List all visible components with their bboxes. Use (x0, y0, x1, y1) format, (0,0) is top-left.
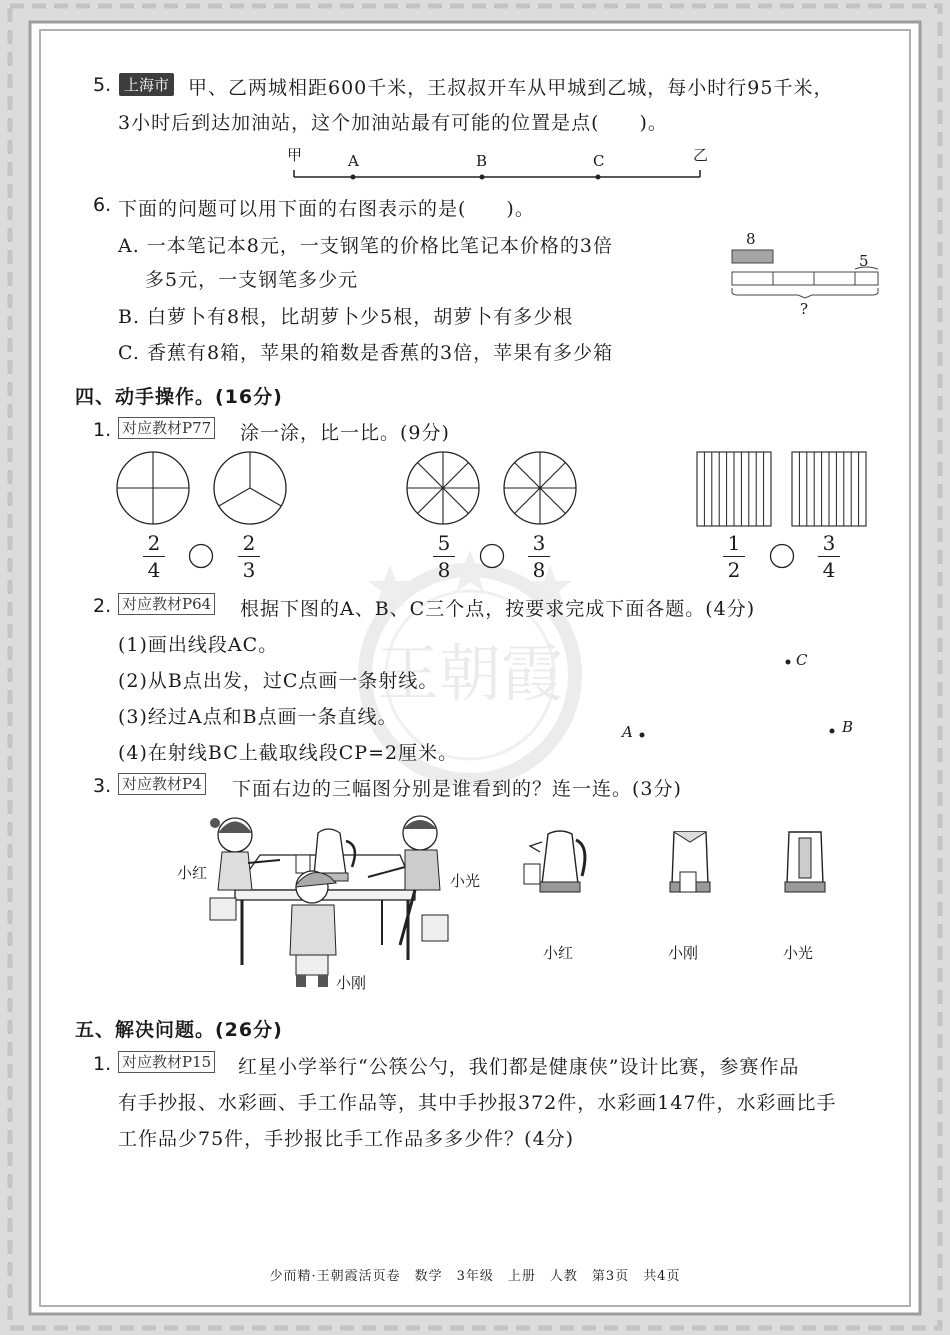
fraction-3-8: 3 8 (528, 531, 550, 582)
q6-diagram-bottom-label: ? (800, 300, 809, 318)
q4-1-circles-set1 (115, 450, 295, 530)
q5-label-b: B (476, 152, 488, 170)
q5-line2: 3小时后到达加油站，这个加油站最有可能的位置是点( )。 (118, 112, 668, 134)
fraction-2-4: 2 4 (143, 531, 165, 582)
q5-1-number: 1. (93, 1053, 112, 1075)
q4-1-textbook-tag: 对应教材P77 (118, 417, 215, 439)
q6-option-a2: 多5元，一支钢笔多少元 (145, 269, 359, 291)
q4-1-compare-circle-2[interactable] (479, 543, 505, 573)
fraction-3-4: 3 4 (818, 531, 840, 582)
q5-label-a: A (348, 152, 359, 170)
q5-1-textbook-tag: 对应教材P15 (118, 1051, 215, 1073)
view-picture-kettle-back[interactable] (775, 828, 835, 898)
view-picture-kettle-front-cup[interactable] (660, 828, 720, 898)
q5-region-tag: 上海市 (119, 73, 174, 96)
scene-label-xiaoguang: 小光 (450, 872, 481, 890)
q5-1-line2: 有手抄报、水彩画、手工作品等，其中手抄报372件，水彩画147件，水彩画比手 (118, 1092, 837, 1114)
q5-number: 5. (93, 74, 112, 96)
scene-label-xiaohong: 小红 (177, 864, 208, 882)
point-c[interactable] (784, 651, 792, 670)
q5-1-line1: 红星小学举行“公筷公勺，我们都是健康侠”设计比赛，参赛作品 (238, 1056, 800, 1078)
q6-option-a1: A. 一本笔记本8元，一支钢笔的价格比笔记本价格的3倍 (118, 235, 613, 257)
point-a[interactable] (638, 724, 646, 743)
q5-label-c: C (593, 152, 605, 170)
q5-label-yi: 乙 (693, 146, 709, 164)
q6-option-c: C. 香蕉有8箱，苹果的箱数是香蕉的3倍，苹果有多少箱 (118, 342, 614, 364)
fraction-1-2: 1 2 (723, 531, 745, 582)
point-b-label: B (842, 718, 854, 736)
q4-2-text: 根据下图的A、B、C三个点，按要求完成下面各题。(4分) (240, 598, 756, 620)
view-label-xiaohong: 小红 (543, 944, 574, 962)
scene-label-xiaogang: 小刚 (336, 974, 367, 992)
q4-3-number: 3. (93, 775, 112, 797)
fraction-5-8: 5 8 (433, 531, 455, 582)
q4-3-text: 下面右边的三幅图分别是谁看到的？连一连。(3分) (232, 778, 682, 800)
view-label-xiaoguang: 小光 (783, 944, 814, 962)
page-footer: 少而精·王朝霞活页卷 数学 3年级 上册 人教 第3页 共4页 (269, 1269, 681, 1284)
view-picture-kettle-side[interactable] (520, 828, 600, 898)
q4-1-compare-circle-1[interactable] (188, 543, 214, 573)
q6-number: 6. (93, 194, 112, 216)
view-label-xiaogang: 小刚 (668, 944, 699, 962)
q5-line1: 甲、乙两城相距600千米，王叔叔开车从甲城到乙城，每小时行95千米， (188, 77, 834, 99)
point-c-label: C (796, 651, 808, 669)
q6-diagram-top-value: 8 (746, 230, 756, 248)
q4-1-number: 1. (93, 419, 112, 441)
svg-text:王朝霞: 王朝霞 (376, 637, 564, 710)
q6-option-b: B. 白萝卜有8根，比胡萝卜少5根，胡萝卜有多少根 (118, 306, 574, 328)
q4-2-textbook-tag: 对应教材P64 (118, 593, 215, 615)
q4-1-circles-set2 (405, 450, 585, 530)
q4-2-step-4: (4)在射线BC上截取线段CP=2厘米。 (118, 742, 459, 764)
q5-1-line3: 工作品少75件，手抄报比手工作品多多少件？(4分) (118, 1128, 575, 1150)
point-a-label: A (622, 723, 633, 741)
q4-2-number: 2. (93, 595, 112, 617)
q4-2-step-1: (1)画出线段AC。 (118, 634, 279, 656)
q5-label-jia: 甲 (287, 146, 303, 164)
q4-1-compare-circle-3[interactable] (769, 543, 795, 573)
q4-3-table-scene-illustration (200, 805, 460, 990)
point-b[interactable] (828, 720, 836, 739)
fraction-2-3: 2 3 (238, 531, 260, 582)
q4-2-step-3: (3)经过A点和B点画一条直线。 (118, 706, 398, 728)
q4-1-text: 涂一涂，比一比。(9分) (240, 422, 450, 444)
section-5-title: 五、解决问题。(26分) (75, 1019, 283, 1041)
q4-1-rectangles-set3 (695, 450, 875, 530)
q4-2-step-2: (2)从B点出发，过C点画一条射线。 (118, 670, 439, 692)
q4-3-textbook-tag: 对应教材P4 (118, 773, 206, 795)
q6-diagram-right-value: 5 (859, 252, 869, 270)
q6-stem: 下面的问题可以用下面的右图表示的是( )。 (118, 198, 535, 220)
section-4-title: 四、动手操作。(16分) (75, 386, 283, 408)
q5-segment-diagram (280, 140, 720, 185)
